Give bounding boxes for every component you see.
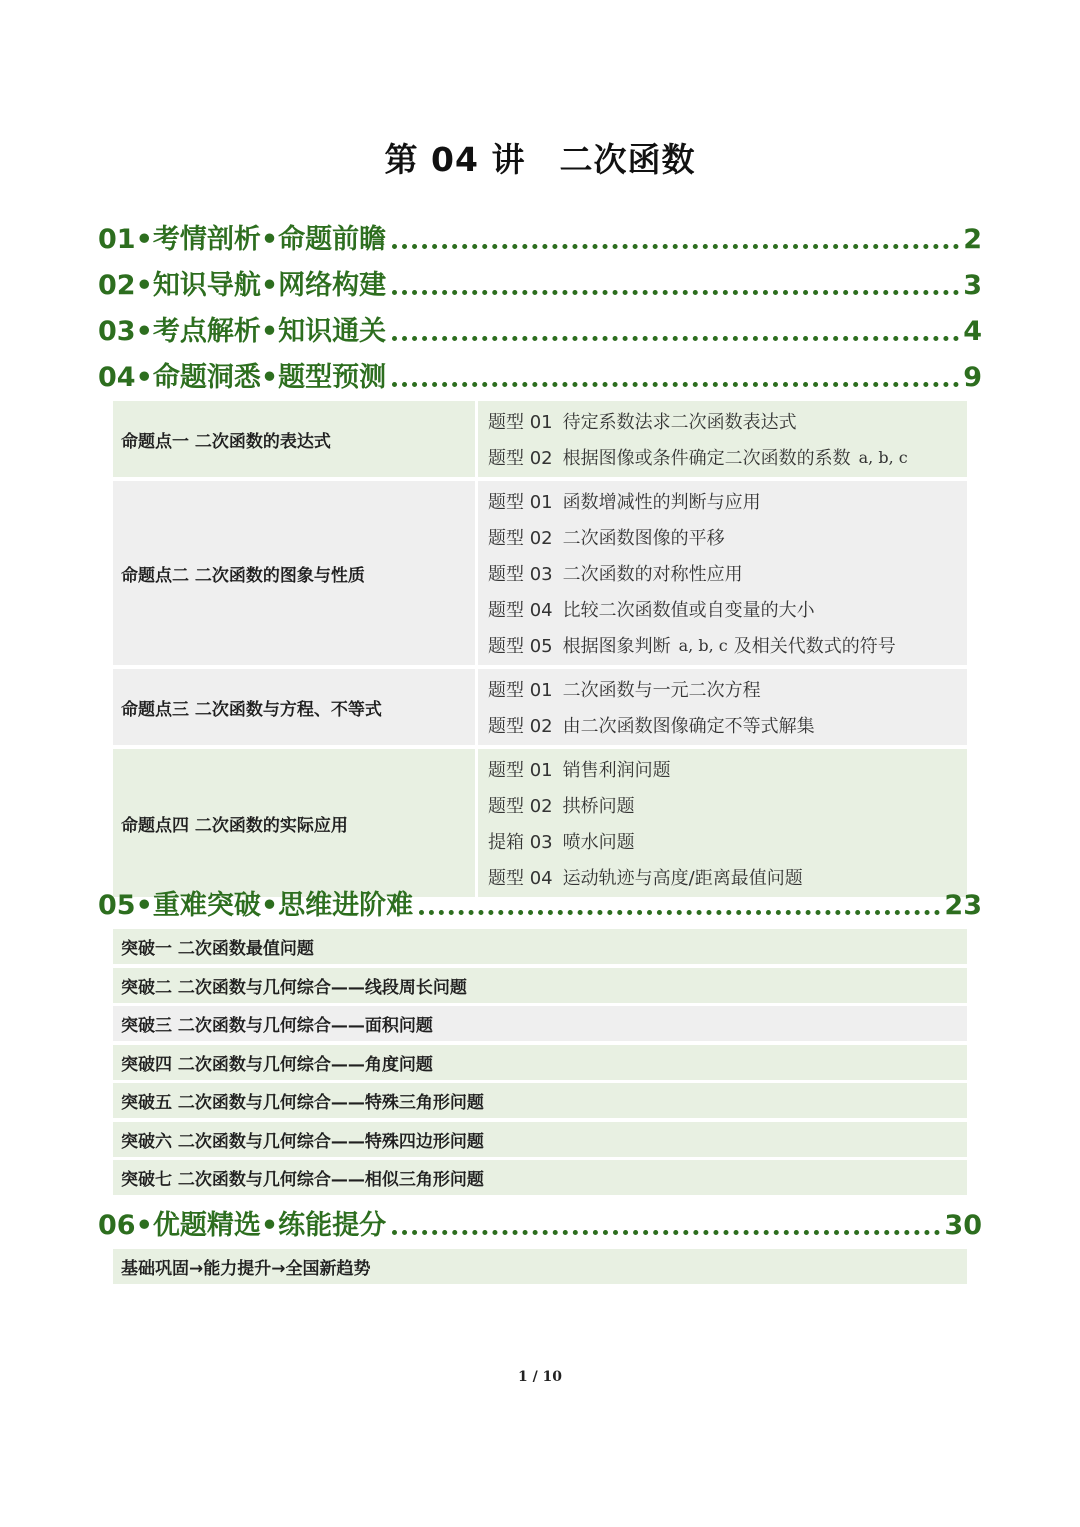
tixing-item[interactable] [478, 787, 967, 823]
toc-section-06[interactable] [98, 1204, 982, 1244]
tixing-text: 由二次函数图像确定不等式解集 [562, 716, 815, 737]
page-number: 1 / 10 [517, 1369, 563, 1385]
tixing-text: 拱桥问题 [562, 796, 635, 817]
toc-section-02[interactable] [98, 264, 982, 304]
section-title: 04•命题洞悉•题型预测 [98, 362, 387, 393]
tixing-item[interactable] [478, 823, 967, 859]
mingti-items [478, 669, 967, 745]
tixing-text: 二次函数与一元二次方程 [562, 680, 761, 701]
tixing-item[interactable] [478, 751, 967, 787]
page-title [0, 134, 1080, 181]
section-page: 23 [944, 890, 982, 921]
tupo-item[interactable]: 突破三 二次函数与几何综合——面积问题 [113, 1006, 967, 1041]
tixing-code: 题型 04 [488, 600, 553, 621]
toc-section-05[interactable] [98, 884, 982, 924]
tixing-code: 题型 01 [488, 680, 553, 701]
mingti-label[interactable]: 命题点四 二次函数的实际应用 [113, 749, 475, 897]
lecture-topic: 二次函数 [559, 140, 696, 179]
tixing-item[interactable] [478, 591, 967, 627]
section-page: 9 [963, 362, 982, 393]
dot-leader [392, 336, 959, 341]
tixing-text: 根据图像或条件确定二次函数的系数 [562, 448, 851, 469]
tixing-text: 比较二次函数值或自变量的大小 [562, 600, 815, 621]
toc-section-01[interactable] [98, 218, 982, 258]
section-page: 2 [963, 224, 982, 255]
mingti-row-3 [113, 669, 967, 745]
section-page: 3 [963, 270, 982, 301]
mingti-label[interactable]: 命题点二 二次函数的图象与性质 [113, 481, 475, 665]
math-vars: a, b, c [858, 447, 908, 467]
mingti-label[interactable]: 命题点三 二次函数与方程、不等式 [113, 669, 475, 745]
tixing-text: 二次函数的对称性应用 [562, 564, 743, 585]
lecture-number: 第 04 讲 [384, 140, 526, 179]
tupo-item[interactable]: 突破五 二次函数与几何综合——特殊三角形问题 [113, 1083, 967, 1118]
tixing-code: 题型 03 [488, 564, 553, 585]
toc-section-04[interactable] [98, 356, 982, 396]
section-title: 02•知识导航•网络构建 [98, 270, 387, 301]
tixing-code: 题型 04 [488, 868, 553, 889]
tupo-item[interactable]: 突破四 二次函数与几何综合——角度问题 [113, 1045, 967, 1080]
tixing-item[interactable] [478, 403, 967, 439]
tixing-item[interactable] [478, 483, 967, 519]
tixing-item[interactable] [478, 439, 967, 475]
dot-leader [392, 382, 959, 387]
tixing-code: 提箱 03 [488, 832, 553, 853]
tupo-list [113, 929, 967, 1199]
toc-section-03[interactable] [98, 310, 982, 350]
tupo-item[interactable]: 突破一 二次函数最值问题 [113, 929, 967, 964]
tupo-item[interactable]: 突破六 二次函数与几何综合——特殊四边形问题 [113, 1122, 967, 1157]
mingti-table [113, 401, 967, 901]
tixing-item[interactable] [478, 707, 967, 743]
section-title: 03•考点解析•知识通关 [98, 316, 387, 347]
section-title: 06•优题精选•练能提分 [98, 1210, 387, 1241]
tixing-text: 销售利润问题 [562, 760, 671, 781]
section-page: 30 [944, 1210, 982, 1241]
mingti-items [478, 401, 967, 477]
mingti-row-4 [113, 749, 967, 897]
mingti-items [478, 481, 967, 665]
section-title: 01•考情剖析•命题前瞻 [98, 224, 387, 255]
mingti-label[interactable]: 命题点一 二次函数的表达式 [113, 401, 475, 477]
tixing-item[interactable] [478, 519, 967, 555]
tixing-code: 题型 05 [488, 636, 553, 657]
tixing-text: 喷水问题 [562, 832, 635, 853]
tixing-text-suffix: 及相关代数式的符号 [733, 636, 896, 657]
dot-leader [392, 290, 959, 295]
section-title: 05•重难突破•思维进阶难 [98, 890, 414, 921]
dot-leader [392, 244, 959, 249]
mingti-items [478, 749, 967, 897]
tixing-text: 函数增减性的判断与应用 [562, 492, 761, 513]
tixing-text: 二次函数图像的平移 [562, 528, 725, 549]
youti-item[interactable]: 基础巩固→能力提升→全国新趋势 [113, 1249, 967, 1284]
tixing-code: 题型 01 [488, 760, 553, 781]
tixing-text: 根据图象判断 [562, 636, 671, 657]
section-page: 4 [963, 316, 982, 347]
tixing-text: 运动轨迹与高度/距离最值问题 [562, 868, 803, 889]
tupo-item[interactable]: 突破七 二次函数与几何综合——相似三角形问题 [113, 1160, 967, 1195]
tixing-code: 题型 02 [488, 528, 553, 549]
tixing-code: 题型 02 [488, 448, 553, 469]
tixing-code: 题型 01 [488, 492, 553, 513]
tixing-item[interactable] [478, 671, 967, 707]
tixing-code: 题型 02 [488, 796, 553, 817]
mingti-row-2 [113, 481, 967, 665]
tupo-item[interactable]: 突破二 二次函数与几何综合——线段周长问题 [113, 968, 967, 1003]
math-vars: a, b, c [678, 635, 728, 655]
tixing-code: 题型 02 [488, 716, 553, 737]
tixing-item[interactable] [478, 627, 967, 663]
dot-leader [392, 1230, 940, 1235]
tixing-item[interactable] [478, 555, 967, 591]
tixing-code: 题型 01 [488, 412, 553, 433]
mingti-row-1 [113, 401, 967, 477]
dot-leader [419, 910, 940, 915]
tixing-text: 待定系数法求二次函数表达式 [562, 412, 797, 433]
youti-list [113, 1249, 967, 1288]
